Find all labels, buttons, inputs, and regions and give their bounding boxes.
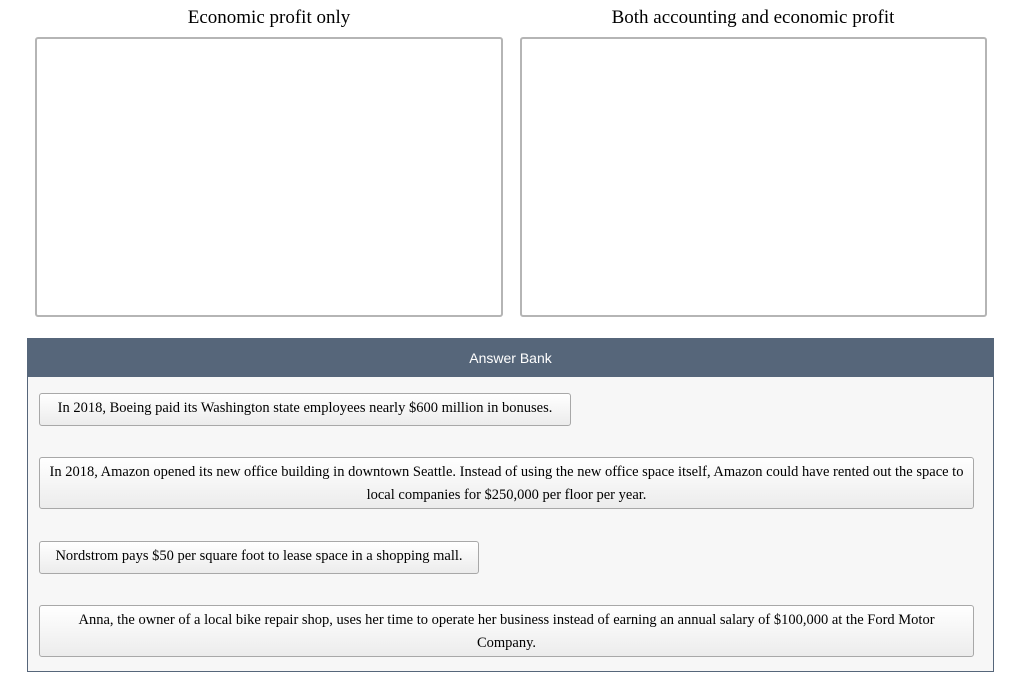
answer-card-nordstrom-lease[interactable]: Nordstrom pays $50 per square foot to lease space in a shopping mall. [39, 541, 479, 574]
economic-profit-only-drop-zone[interactable] [35, 37, 503, 317]
both-profit-drop-zone[interactable] [520, 37, 987, 317]
economic-profit-only-title: Economic profit only [187, 7, 351, 28]
answer-card-anna-salary[interactable]: Anna, the owner of a local bike repair shop, uses her time to operate her business instead of earning an annual salary of $100,000 at the Ford Motor Company. [39, 605, 974, 657]
answer-bank-header: Answer Bank [28, 339, 993, 377]
both-profit-title: Both accounting and economic profit [611, 7, 895, 28]
answer-bank [27, 338, 994, 672]
answer-card-boeing-bonuses[interactable]: In 2018, Boeing paid its Washington state employees nearly $600 million in bonuses. [39, 393, 571, 426]
answer-card-amazon-office[interactable]: In 2018, Amazon opened its new office building in downtown Seattle. Instead of using the new office space itself, Amazon could have rented out the space to local companies for $250,000 per floor per year. [39, 457, 974, 509]
